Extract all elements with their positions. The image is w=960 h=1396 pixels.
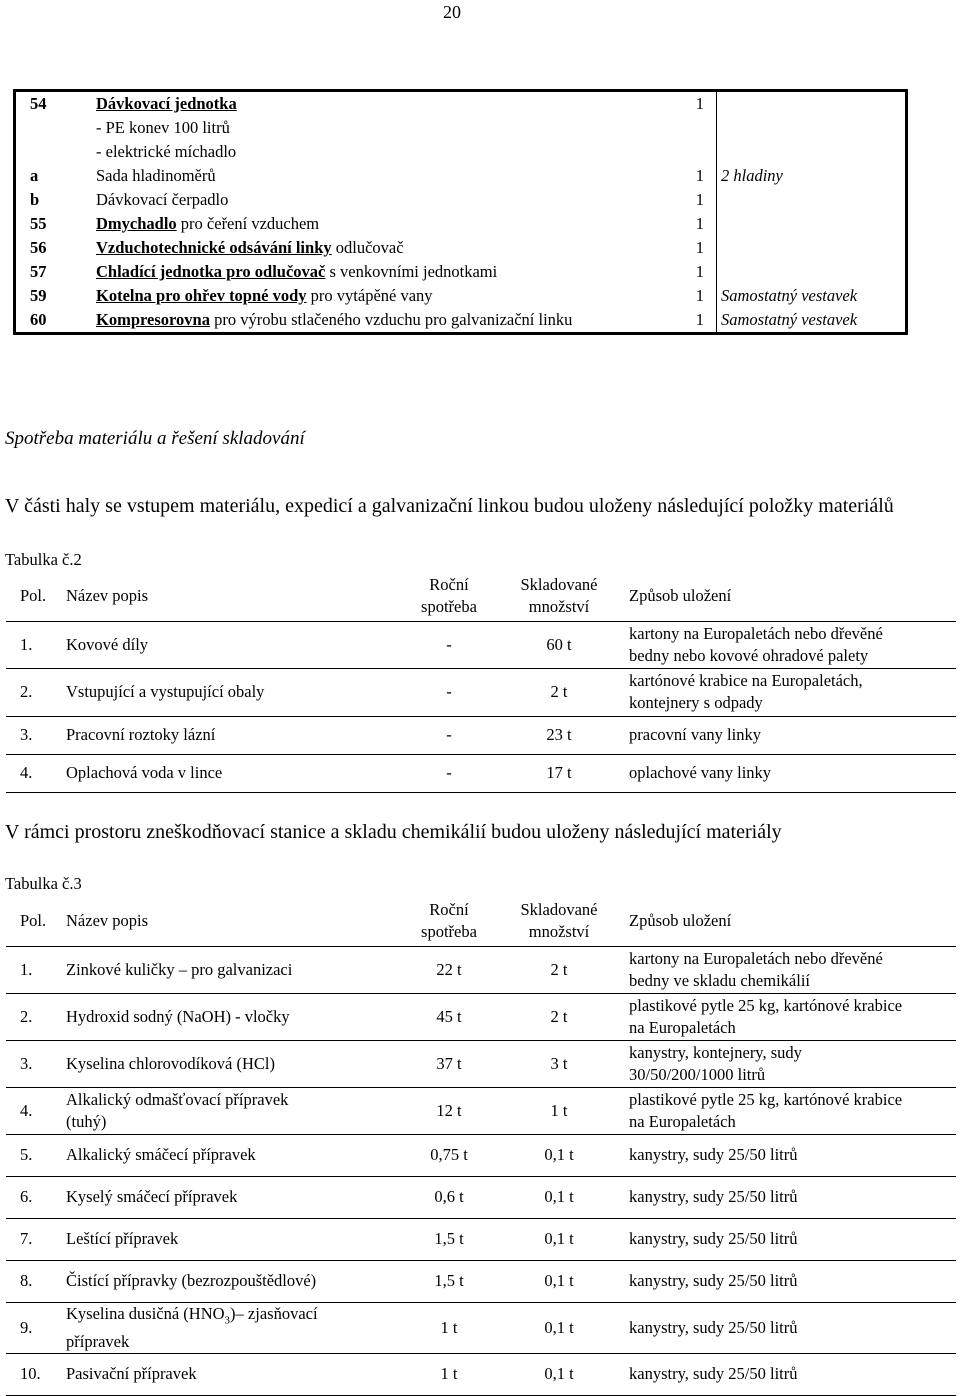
row-annual: 1,5 t [399, 1260, 499, 1302]
row-annual: 1 t [399, 1353, 499, 1395]
header-name: Název popis [60, 896, 399, 946]
table-row [6, 716, 956, 754]
page-number: 20 [443, 2, 461, 22]
row-storage-line: na Europaletách [629, 1111, 736, 1131]
row-name [60, 1218, 399, 1260]
row-stored: 0,1 t [499, 1134, 619, 1176]
row-name [60, 1302, 399, 1353]
row-storage [619, 993, 956, 1040]
row-name: Oplachová voda v lince [60, 754, 399, 792]
item-number: 60 [30, 310, 47, 329]
item-description [92, 284, 660, 308]
header-stored [499, 571, 619, 621]
paragraph-hall-materials: V části haly se vstupem materiálu, expedicí a galvanizační linkou budou uloženy následující položky materiálů [5, 495, 894, 517]
item-description-part: pro výrobu stlačeného vzduchu pro galvanizační linku [209, 310, 573, 329]
item-quantity [660, 116, 717, 140]
row-name-part: Kyselina dusičná (HNO [66, 1303, 225, 1323]
row-stored: 2 t [499, 946, 619, 993]
item-note [717, 116, 907, 140]
row-storage-line: kanystry, kontejnery, sudy [629, 1042, 802, 1062]
table-row [15, 188, 907, 212]
row-name-line: Zinkové kuličky – pro galvanizaci [66, 959, 293, 979]
row-storage [619, 621, 956, 668]
row-name-line: Čistící přípravky (bezrozpouštědlové) [66, 1271, 317, 1290]
row-stored: 0,1 t [499, 1302, 619, 1353]
table-header-row [6, 896, 956, 946]
header-annual [399, 571, 499, 621]
row-name-subscript: 3 [224, 1313, 231, 1326]
row-storage-line: na Europaletách [629, 1017, 736, 1037]
table-row [15, 212, 907, 236]
table-row [15, 284, 907, 308]
item-number: b [30, 190, 40, 209]
header-pos: Pol. [6, 896, 60, 946]
item-note [717, 236, 907, 260]
item-description [92, 260, 660, 284]
row-name-line: Alkalický smáčecí přípravek [66, 1145, 256, 1164]
table-row [15, 260, 907, 284]
row-annual: - [399, 754, 499, 792]
row-stored: 3 t [499, 1040, 619, 1087]
row-storage-line: bedny nebo kovové ohradové palety [629, 645, 869, 665]
row-pos: 1. [6, 621, 60, 668]
header-stored [499, 896, 619, 946]
item-number: 56 [30, 238, 47, 257]
row-name-line: (tuhý) [66, 1111, 107, 1131]
header-pos: Pol. [6, 571, 60, 621]
row-name-line: Leštící přípravek [66, 1229, 179, 1248]
section-heading: Spotřeba materiálu a řešení skladování [5, 428, 305, 449]
row-storage [619, 946, 956, 993]
table-row [6, 1353, 956, 1395]
table-row [6, 1260, 956, 1302]
row-annual: - [399, 716, 499, 754]
item-quantity: 1 [660, 284, 717, 308]
item-number: 55 [30, 214, 47, 233]
table-header-row [6, 571, 956, 621]
row-name [60, 1087, 399, 1134]
row-name-line: Pasivační přípravek [66, 1364, 197, 1384]
row-name [60, 1260, 399, 1302]
item-note [717, 260, 907, 284]
item-quantity: 1 [660, 164, 717, 188]
row-name [60, 946, 399, 993]
header-storage: Způsob uložení [619, 571, 956, 621]
row-stored: 0,1 t [499, 1218, 619, 1260]
item-quantity: 1 [660, 260, 717, 284]
row-name: Vstupující a vystupující obaly [60, 668, 399, 716]
item-description-part: - PE konev 100 litrů [96, 118, 230, 137]
row-storage-line: kartónové krabice na Europaletách, [629, 671, 863, 690]
item-description [92, 116, 660, 140]
table-row [6, 1302, 956, 1353]
item-number: 57 [30, 262, 47, 281]
item-description-part: s venkovními jednotkami [325, 262, 498, 281]
row-storage-line: bedny ve skladu chemikálií [629, 970, 810, 990]
row-name: Kovové díly [60, 621, 399, 668]
row-storage-line: 30/50/200/1000 litrů [629, 1064, 766, 1084]
header-storage: Způsob uložení [619, 896, 956, 946]
table-caption-3: Tabulka č.3 [5, 874, 82, 893]
item-number: 59 [30, 286, 47, 305]
item-number: 54 [30, 94, 47, 113]
row-stored: 0,1 t [499, 1353, 619, 1395]
item-description-part: Kotelna pro ohřev topné vody [96, 286, 307, 305]
row-name: Pracovní roztoky lázní [60, 716, 399, 754]
row-storage-line: plastikové pytle 25 kg, kartónové krabice [629, 995, 903, 1015]
row-pos: 10. [6, 1353, 60, 1395]
row-storage-line: kartony na Europaletách nebo dřevěné [629, 948, 883, 968]
row-annual: - [399, 621, 499, 668]
row-pos: 1. [6, 946, 60, 993]
row-name-line: Hydroxid sodný (NaOH) - vločky [66, 1006, 290, 1026]
row-annual: 0,6 t [399, 1176, 499, 1218]
item-quantity: 1 [660, 91, 717, 117]
header-annual-line1: Roční [429, 899, 469, 919]
table-row [15, 116, 907, 140]
item-note [717, 212, 907, 236]
row-storage-line: kanystry, sudy 25/50 litrů [629, 1271, 798, 1290]
row-name-line [66, 1303, 399, 1331]
row-pos: 4. [6, 754, 60, 792]
header-annual [399, 896, 499, 946]
row-pos: 3. [6, 716, 60, 754]
row-storage [619, 1040, 956, 1087]
row-storage-line: kanystry, sudy 25/50 litrů [629, 1145, 798, 1164]
row-pos: 7. [6, 1218, 60, 1260]
row-stored: 60 t [499, 621, 619, 668]
materials-table-3 [6, 896, 956, 1396]
row-storage-line: kanystry, sudy 25/50 litrů [629, 1364, 798, 1384]
item-note: Samostatný vestavek [721, 286, 858, 305]
row-name-line: Kyselina chlorovodíková (HCl) [66, 1053, 275, 1073]
row-stored: 0,1 t [499, 1260, 619, 1302]
item-description-part: Vzduchotechnické odsávání linky [96, 238, 332, 257]
row-name [60, 1040, 399, 1087]
table-row [6, 754, 956, 792]
row-storage [619, 1260, 956, 1302]
table-row [15, 236, 907, 260]
item-note: 2 hladiny [721, 166, 783, 185]
row-storage-line: kartony na Europaletách nebo dřevěné [629, 623, 883, 643]
row-pos: 4. [6, 1087, 60, 1134]
row-stored: 23 t [499, 716, 619, 754]
row-storage-line: kontejnery s odpady [629, 693, 763, 712]
row-storage [619, 1302, 956, 1353]
row-storage [619, 668, 956, 716]
item-note [717, 188, 907, 212]
row-storage [619, 1134, 956, 1176]
row-stored: 17 t [499, 754, 619, 792]
row-storage-line: kanystry, sudy 25/50 litrů [629, 1317, 798, 1337]
row-storage-line: pracovní vany linky [629, 725, 761, 744]
row-storage-line: plastikové pytle 25 kg, kartónové krabice [629, 1089, 903, 1109]
item-note [717, 140, 907, 164]
row-storage-line: kanystry, sudy 25/50 litrů [629, 1229, 798, 1248]
table-row [6, 1176, 956, 1218]
row-annual: - [399, 668, 499, 716]
item-description-part: Dmychadlo [96, 214, 177, 233]
row-pos: 9. [6, 1302, 60, 1353]
row-annual: 22 t [399, 946, 499, 993]
row-annual: 1 t [399, 1302, 499, 1353]
row-stored: 2 t [499, 668, 619, 716]
item-quantity: 1 [660, 188, 717, 212]
table-row [15, 91, 907, 117]
row-storage [619, 1087, 956, 1134]
header-annual-line1: Roční [429, 574, 469, 594]
table-row [6, 1218, 956, 1260]
row-pos: 2. [6, 668, 60, 716]
item-description [92, 308, 660, 334]
item-description [92, 164, 660, 188]
table-row [6, 946, 956, 993]
header-stored-line2: množství [528, 921, 590, 941]
header-annual-line2: spotřeba [421, 921, 477, 941]
row-name-line: Alkalický odmašťovací přípravek [66, 1089, 289, 1109]
item-note [717, 91, 907, 117]
item-description [92, 236, 660, 260]
row-annual: 45 t [399, 993, 499, 1040]
item-description [92, 212, 660, 236]
item-quantity: 1 [660, 212, 717, 236]
item-number [15, 116, 93, 140]
row-pos: 6. [6, 1176, 60, 1218]
header-annual-line2: spotřeba [421, 596, 477, 616]
table-row [15, 140, 907, 164]
row-annual: 0,75 t [399, 1134, 499, 1176]
row-name [60, 1176, 399, 1218]
row-storage [619, 754, 956, 792]
item-description-part: pro vytápěné vany [306, 286, 433, 305]
item-quantity [660, 140, 717, 164]
row-storage-line: kanystry, sudy 25/50 litrů [629, 1187, 798, 1206]
item-quantity: 1 [660, 308, 717, 334]
header-name: Název popis [60, 571, 399, 621]
table-row [6, 993, 956, 1040]
equipment-table [13, 89, 908, 335]
row-name-line: Kyselý smáčecí přípravek [66, 1187, 238, 1206]
row-storage [619, 1353, 956, 1395]
row-storage [619, 1218, 956, 1260]
row-stored: 2 t [499, 993, 619, 1040]
item-number: a [30, 166, 39, 185]
row-pos: 2. [6, 993, 60, 1040]
row-name [60, 1134, 399, 1176]
table-row [15, 164, 907, 188]
item-description-part: Chladící jednotka pro odlučovač [96, 262, 326, 281]
row-name-part: )– zjasňovací [230, 1303, 318, 1323]
table-row [6, 668, 956, 716]
item-description-part: odlučovač [331, 238, 404, 257]
header-stored-line2: množství [528, 596, 590, 616]
item-description-part: pro čeření vzduchem [176, 214, 320, 233]
item-description-part: Dávkovací jednotka [96, 94, 237, 113]
row-annual: 1,5 t [399, 1218, 499, 1260]
row-pos: 3. [6, 1040, 60, 1087]
header-stored-line1: Skladované [520, 574, 598, 594]
row-storage [619, 1176, 956, 1218]
table-caption-2: Tabulka č.2 [5, 550, 82, 569]
item-description-part: Kompresorovna [96, 310, 210, 329]
table-row [6, 1040, 956, 1087]
row-stored: 0,1 t [499, 1176, 619, 1218]
table-row [6, 1087, 956, 1134]
table-row [15, 308, 907, 334]
row-annual: 12 t [399, 1087, 499, 1134]
table-row [6, 1134, 956, 1176]
item-description [92, 140, 660, 164]
item-description [92, 188, 660, 212]
item-note: Samostatný vestavek [721, 310, 858, 329]
item-description-part: Sada hladinoměrů [96, 166, 216, 185]
item-description-part: - elektrické míchadlo [96, 142, 237, 161]
row-name [60, 993, 399, 1040]
row-stored: 1 t [499, 1087, 619, 1134]
paragraph-chemical-store: V rámci prostoru zneškodňovací stanice a skladu chemikálií budou uloženy následující materiály [5, 821, 782, 843]
header-stored-line1: Skladované [520, 899, 598, 919]
row-annual: 37 t [399, 1040, 499, 1087]
item-quantity: 1 [660, 236, 717, 260]
row-name [60, 1353, 399, 1395]
row-storage [619, 716, 956, 754]
row-storage-line: oplachové vany linky [629, 763, 772, 782]
item-number [15, 140, 93, 164]
table-row [6, 621, 956, 668]
row-pos: 8. [6, 1260, 60, 1302]
item-description [92, 91, 660, 117]
item-description-part: Dávkovací čerpadlo [96, 190, 229, 209]
materials-table-2 [6, 571, 956, 793]
row-name-line: přípravek [66, 1331, 130, 1351]
row-pos: 5. [6, 1134, 60, 1176]
